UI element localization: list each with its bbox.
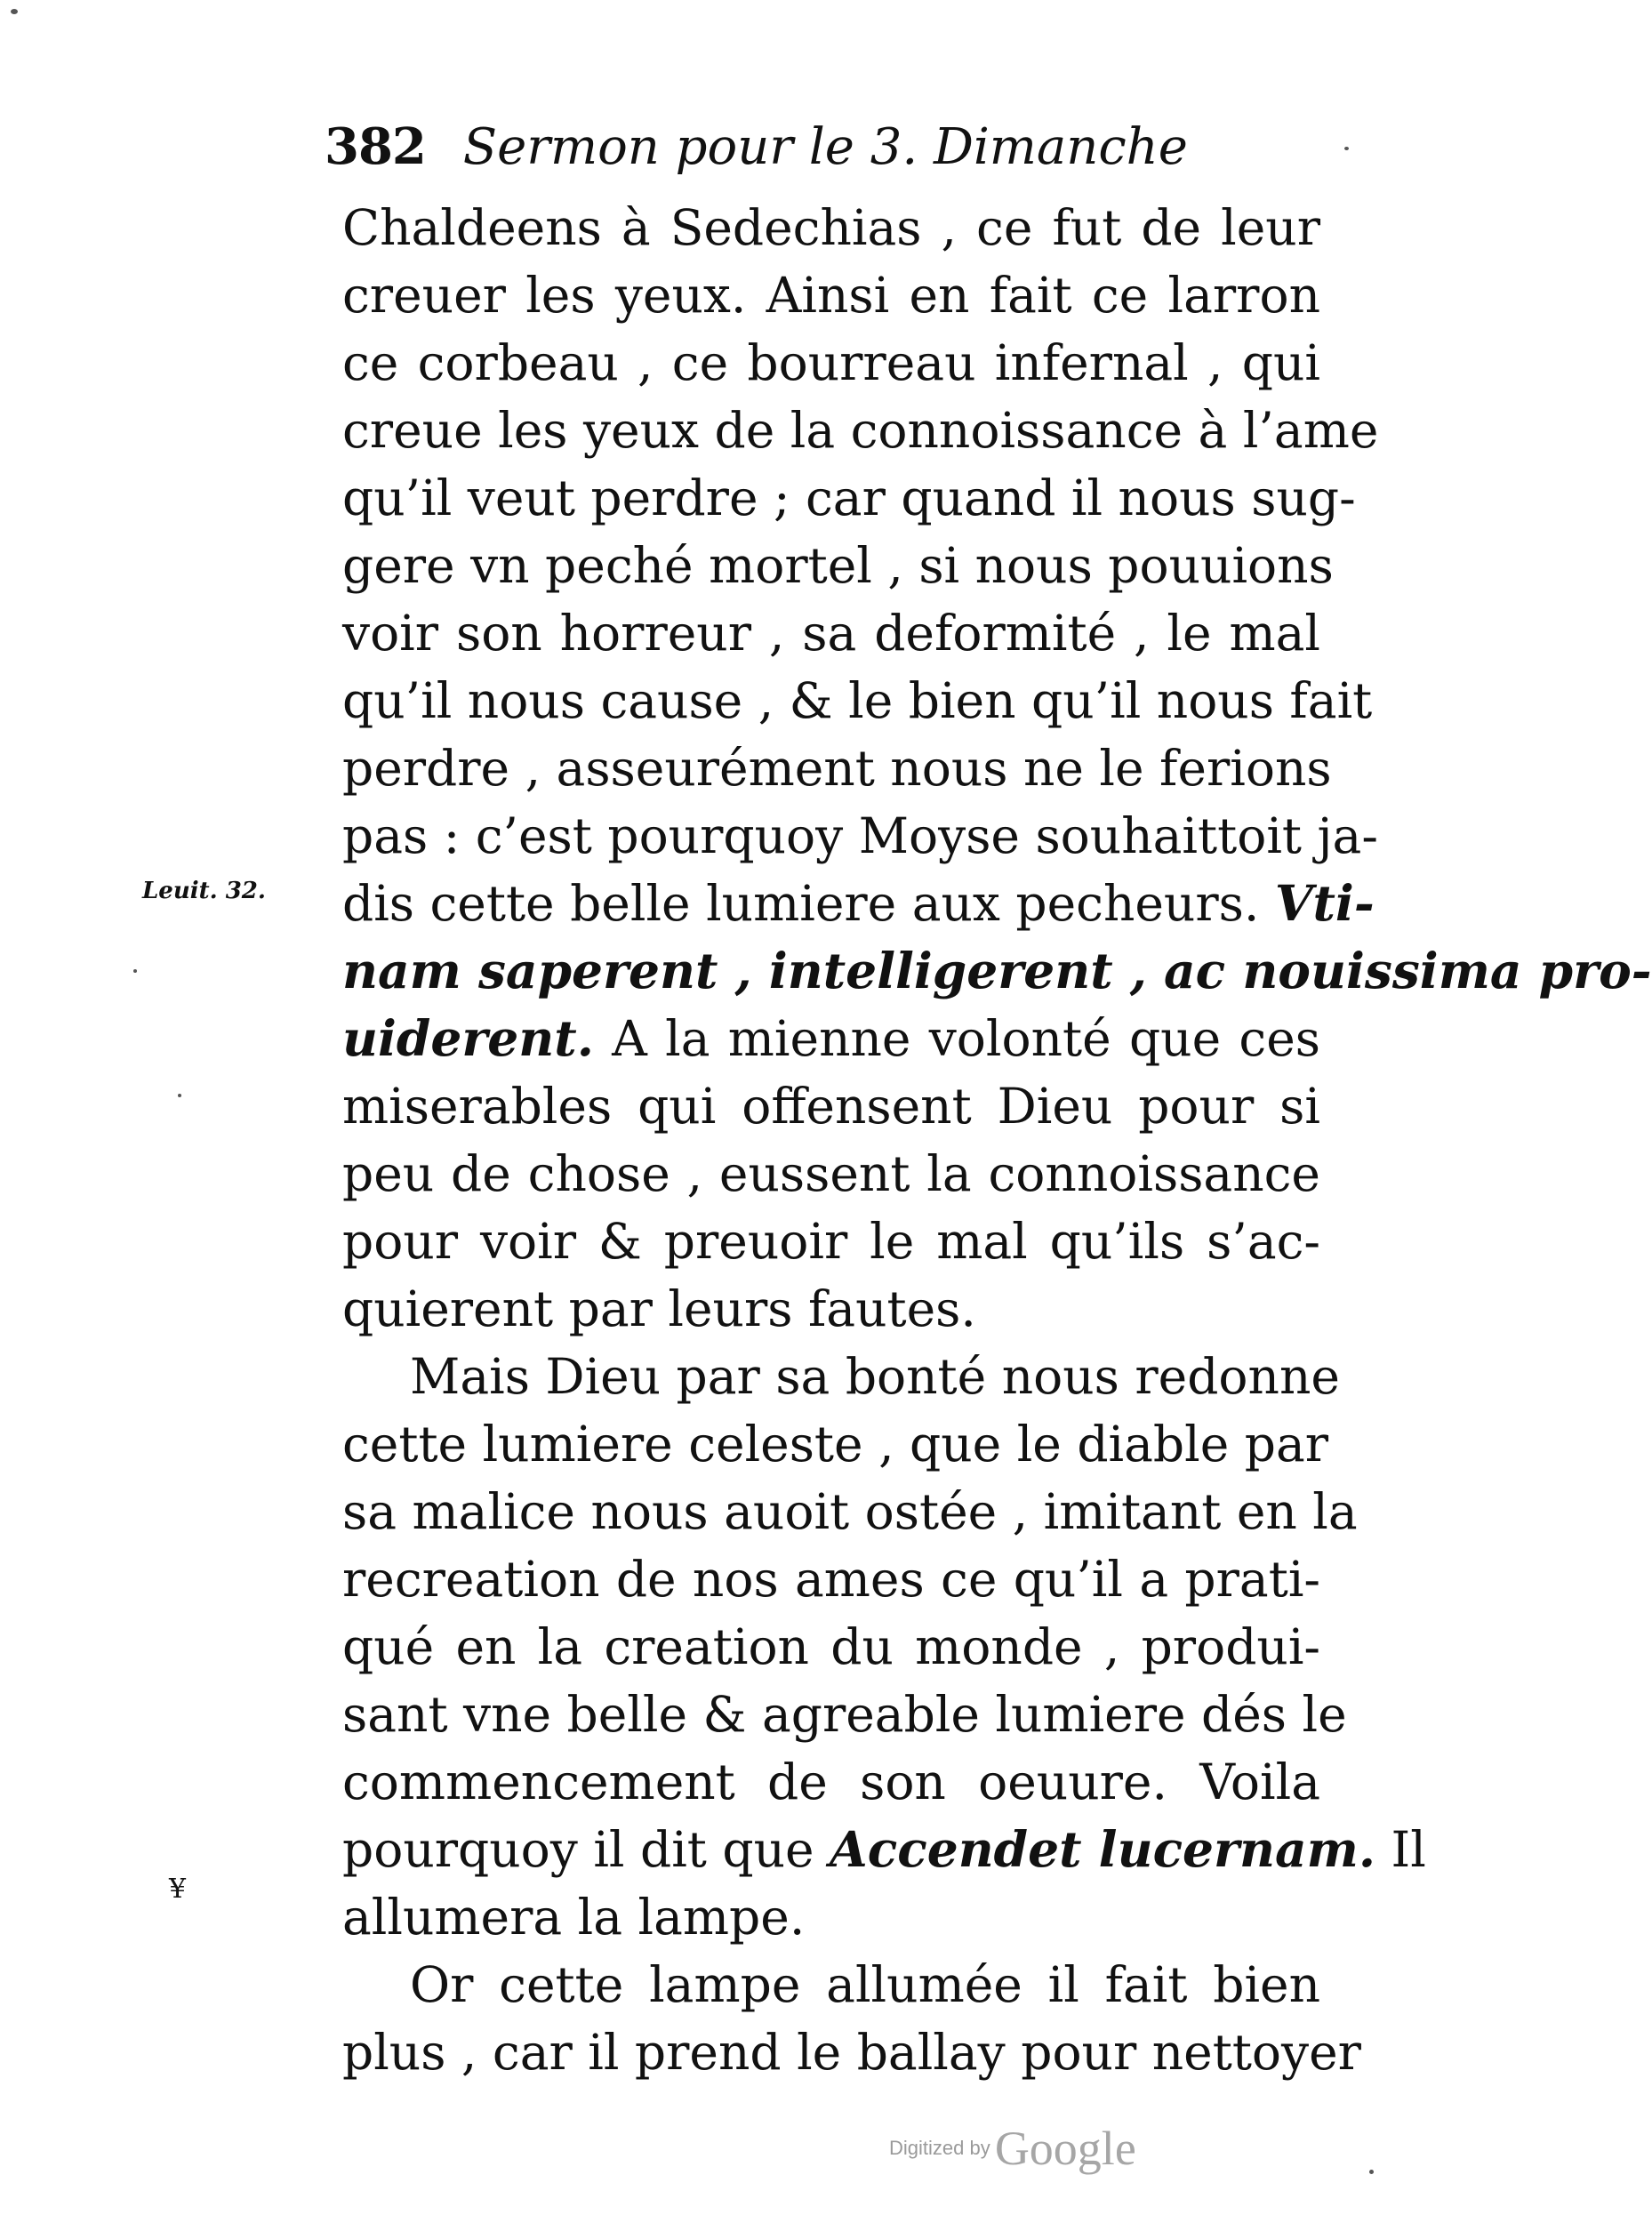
- text-line: [342, 937, 1652, 1005]
- scan-speck: [11, 9, 18, 14]
- scan-speck: [133, 969, 137, 973]
- text-line: Mais Dieu par sa bonté nous redonne: [410, 1348, 1340, 1405]
- latin-quotation: Vti-: [1274, 874, 1375, 932]
- text-line: sa malice nous auoit ostée , imitant en la: [342, 1483, 1358, 1540]
- text-line: recreation de nos ames ce qu’il a prati-: [342, 1551, 1320, 1608]
- running-title: Sermon pour le 3. Dimanche: [462, 118, 1188, 176]
- scan-speck: [1344, 147, 1349, 150]
- text-line: allumera la lampe.: [342, 1889, 806, 1946]
- text-line: qu’il veut perdre ; car quand il nous sug-: [342, 469, 1356, 526]
- text-line: voir son horreur , sa deformité , le mal: [342, 605, 1320, 662]
- margin-reference: Leuit. 32.: [142, 878, 266, 904]
- text-line: sant vne belle & agreable lumiere dés le: [342, 1686, 1347, 1743]
- text-line: plus , car il prend le ballay pour nettoyer: [342, 2024, 1361, 2081]
- text-line: miserables qui offensent Dieu pour si: [342, 1078, 1320, 1135]
- text-line: pour voir & preuoir le mal qu’ils s’ac-: [342, 1213, 1320, 1270]
- text-line: quierent par leurs fautes.: [342, 1280, 976, 1337]
- body-text: [342, 194, 1652, 2086]
- text-line: creuer les yeux. Ainsi en fait ce larron: [342, 267, 1320, 324]
- text-fragment: pourquoy il dit que: [342, 1821, 814, 1878]
- latin-quotation: Accendet lucernam.: [830, 1820, 1375, 1878]
- text-line: gere vn peché mortel , si nous pouuions: [342, 537, 1334, 594]
- scan-speck: [178, 1094, 181, 1097]
- text-fragment: A la mienne volonté que ces: [612, 1010, 1321, 1067]
- digitized-label: Digitized by: [889, 2137, 990, 2159]
- margin-mark: ¥: [169, 1874, 187, 1905]
- text-line: pas : c’est pourquoy Moyse souhaittoit ja-: [342, 807, 1378, 864]
- text-line: [342, 870, 1375, 937]
- scan-speck: [1369, 2170, 1374, 2174]
- latin-quotation: uiderent.: [342, 1009, 594, 1067]
- text-line: ce corbeau , ce bourreau infernal , qui: [342, 334, 1320, 391]
- text-line: creue les yeux de la connoissance à l’ame: [342, 402, 1379, 459]
- text-line: [342, 1005, 1320, 1072]
- page-number: 382: [325, 117, 426, 176]
- text-line: Chaldeens à Sedechias , ce fut de leur: [342, 199, 1320, 256]
- latin-quotation: nam saperent , intelligerent , ac nouissima pro-: [342, 942, 1652, 999]
- text-line: peu de chose , eussent la connoissance: [342, 1145, 1320, 1202]
- google-logo: Google: [994, 2122, 1136, 2175]
- page-header: [325, 107, 1320, 187]
- text-line: qué en la creation du monde , produi-: [342, 1618, 1320, 1675]
- text-fragment: dis cette belle lumiere aux pecheurs.: [342, 875, 1260, 932]
- text-line: cette lumiere celeste , que le diable par: [342, 1416, 1329, 1473]
- text-line: perdre , asseurément nous ne le ferions: [342, 740, 1332, 797]
- text-fragment: Il: [1391, 1821, 1426, 1878]
- text-line: commencement de son oeuure. Voila: [342, 1754, 1320, 1810]
- digitized-watermark: [889, 2121, 1245, 2183]
- text-line: [342, 1816, 1426, 1883]
- text-line: Or cette lampe allumée il fait bien: [410, 1956, 1320, 2013]
- text-line: qu’il nous cause , & le bien qu’il nous fait: [342, 672, 1373, 729]
